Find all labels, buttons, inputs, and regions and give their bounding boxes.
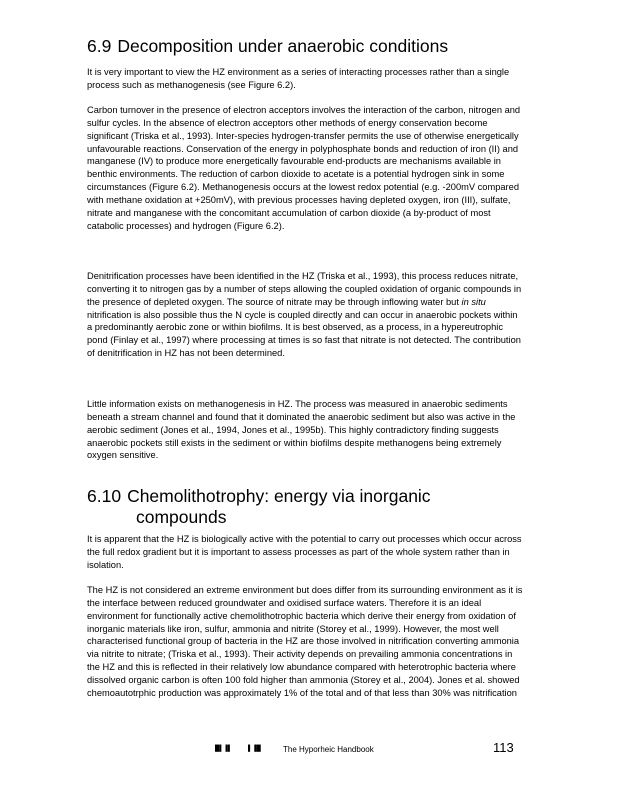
section-heading-6-9 bbox=[87, 36, 537, 57]
footer-logo-mark: ▌▐█ bbox=[248, 746, 261, 752]
italic-term: in situ bbox=[461, 296, 486, 307]
section-title: Decomposition under anaerobic conditions bbox=[117, 36, 449, 56]
paragraph: Carbon turnover in the presence of electron acceptors involves the interaction of the carbon, nitrogen and sulfur cycles. In the absence of electron acceptors other methods of energy conservation become significant (Triska et al., 1993). Inter-species hydrogen-transfer permits the use of otherwise energetically unfavourable reactions. Conservation of the energy in polyphosphate bonds and reduction of iron (II) and manganese (IV) to produce more energetically favourable end-products are mechanisms available in benthic environments. The reduction of carbon dioxide to acetate is a potential hydrogen sink in some circumstances (Figure 6.2). Methanogenesis occurs at the lowest redox potential (e.g. -200mV compared with methane oxidation at +250mV), with previous processes having depleted oxygen, iron (III), sulfate, nitrate and manganese with the concomitant accumulation of carbon dioxide (a by-product of most catabolic processes) and hydrogen (Figure 6.2). bbox=[87, 105, 521, 231]
section-title: Chemolithotrophy: energy via inorganic bbox=[127, 486, 431, 506]
paragraph: Little information exists on methanogenesis in HZ. The process was measured in anaerobic sediments beneath a stream channel and found that it dominated the anaerobic sediment but also was active in the aerobic sediment (Jones et al., 1994, Jones et al., 1995b). This highly contradictory finding suggests anaerobic pockets still exists in the sediment or within biofilms despite methanogens being extremely oxygen sensitive. bbox=[87, 399, 516, 461]
section-number: 6.10 bbox=[87, 486, 122, 506]
paragraph-text: Denitrification processes have been identified in the HZ (Triska et al., 1993), this process reduces nitrate, converting it to nitrogen gas by a number of steps allowing the coupled oxidation of organic compounds in the presence of depleted oxygen. The source of nitrate may be through inflowing water but bbox=[87, 271, 522, 307]
section-number: 6.9 bbox=[87, 36, 112, 56]
footer-logo-mark: █▌▐▌ bbox=[215, 746, 233, 752]
page-footer bbox=[0, 740, 618, 760]
section-title-continued: compounds bbox=[136, 507, 227, 527]
paragraph-text: nitrification is also possible thus the N cycle is coupled directly and can occur in anaerobic pockets within a predominantly aerobic zone or within biofilms. It is best observed, as a process, in a hypereutrophic pond (Finlay et al., 1997) where processing at times is so fast that nitrate is not detected. The contribution of denitrification in HZ has not been determined. bbox=[87, 309, 521, 359]
paragraph: The HZ is not considered an extreme environment but does differ from its surrounding environment as it is the interface between reduced groundwater and oxidised surface waters. Therefore it is an ideal environment for functionally active chemolithotrophic bacteria which derive their energy from oxidation of inorganic materials like iron, sulfur, ammonia and nitrite (Storey et al., 1999). However, the most well characterised functional group of bacteria in the HZ are those involved in nitrification converting ammonia via nitrite to nitrate; (Triska et al., 1993). Their activity depends on prevailing ammonia concentrations in the HZ and this is reflected in their relatively low abundance compared with heterotrophic bacteria where dissolved organic carbon is often 100 fold higher than ammonia (Storey et al., 2004). Jones et al. showed chemoautotrphic production was approximately 1% of the total and of that less than 30% was nitrification bbox=[87, 585, 523, 698]
section-heading-6-10 bbox=[87, 486, 537, 528]
paragraph: It is apparent that the HZ is biologically active with the potential to carry out processes which occur across the full redox gradient but it is important to assess processes as part of the whole system rather than in isolation. bbox=[87, 534, 522, 570]
page-number: 113 bbox=[493, 740, 514, 755]
paragraph-denitrification bbox=[87, 270, 525, 360]
paragraph: It is very important to view the HZ environment as a series of interacting processes rather than a single process such as methanogenesis (see Figure 6.2). bbox=[87, 67, 510, 90]
footer-book-title: The Hyporheic Handbook bbox=[283, 745, 374, 754]
